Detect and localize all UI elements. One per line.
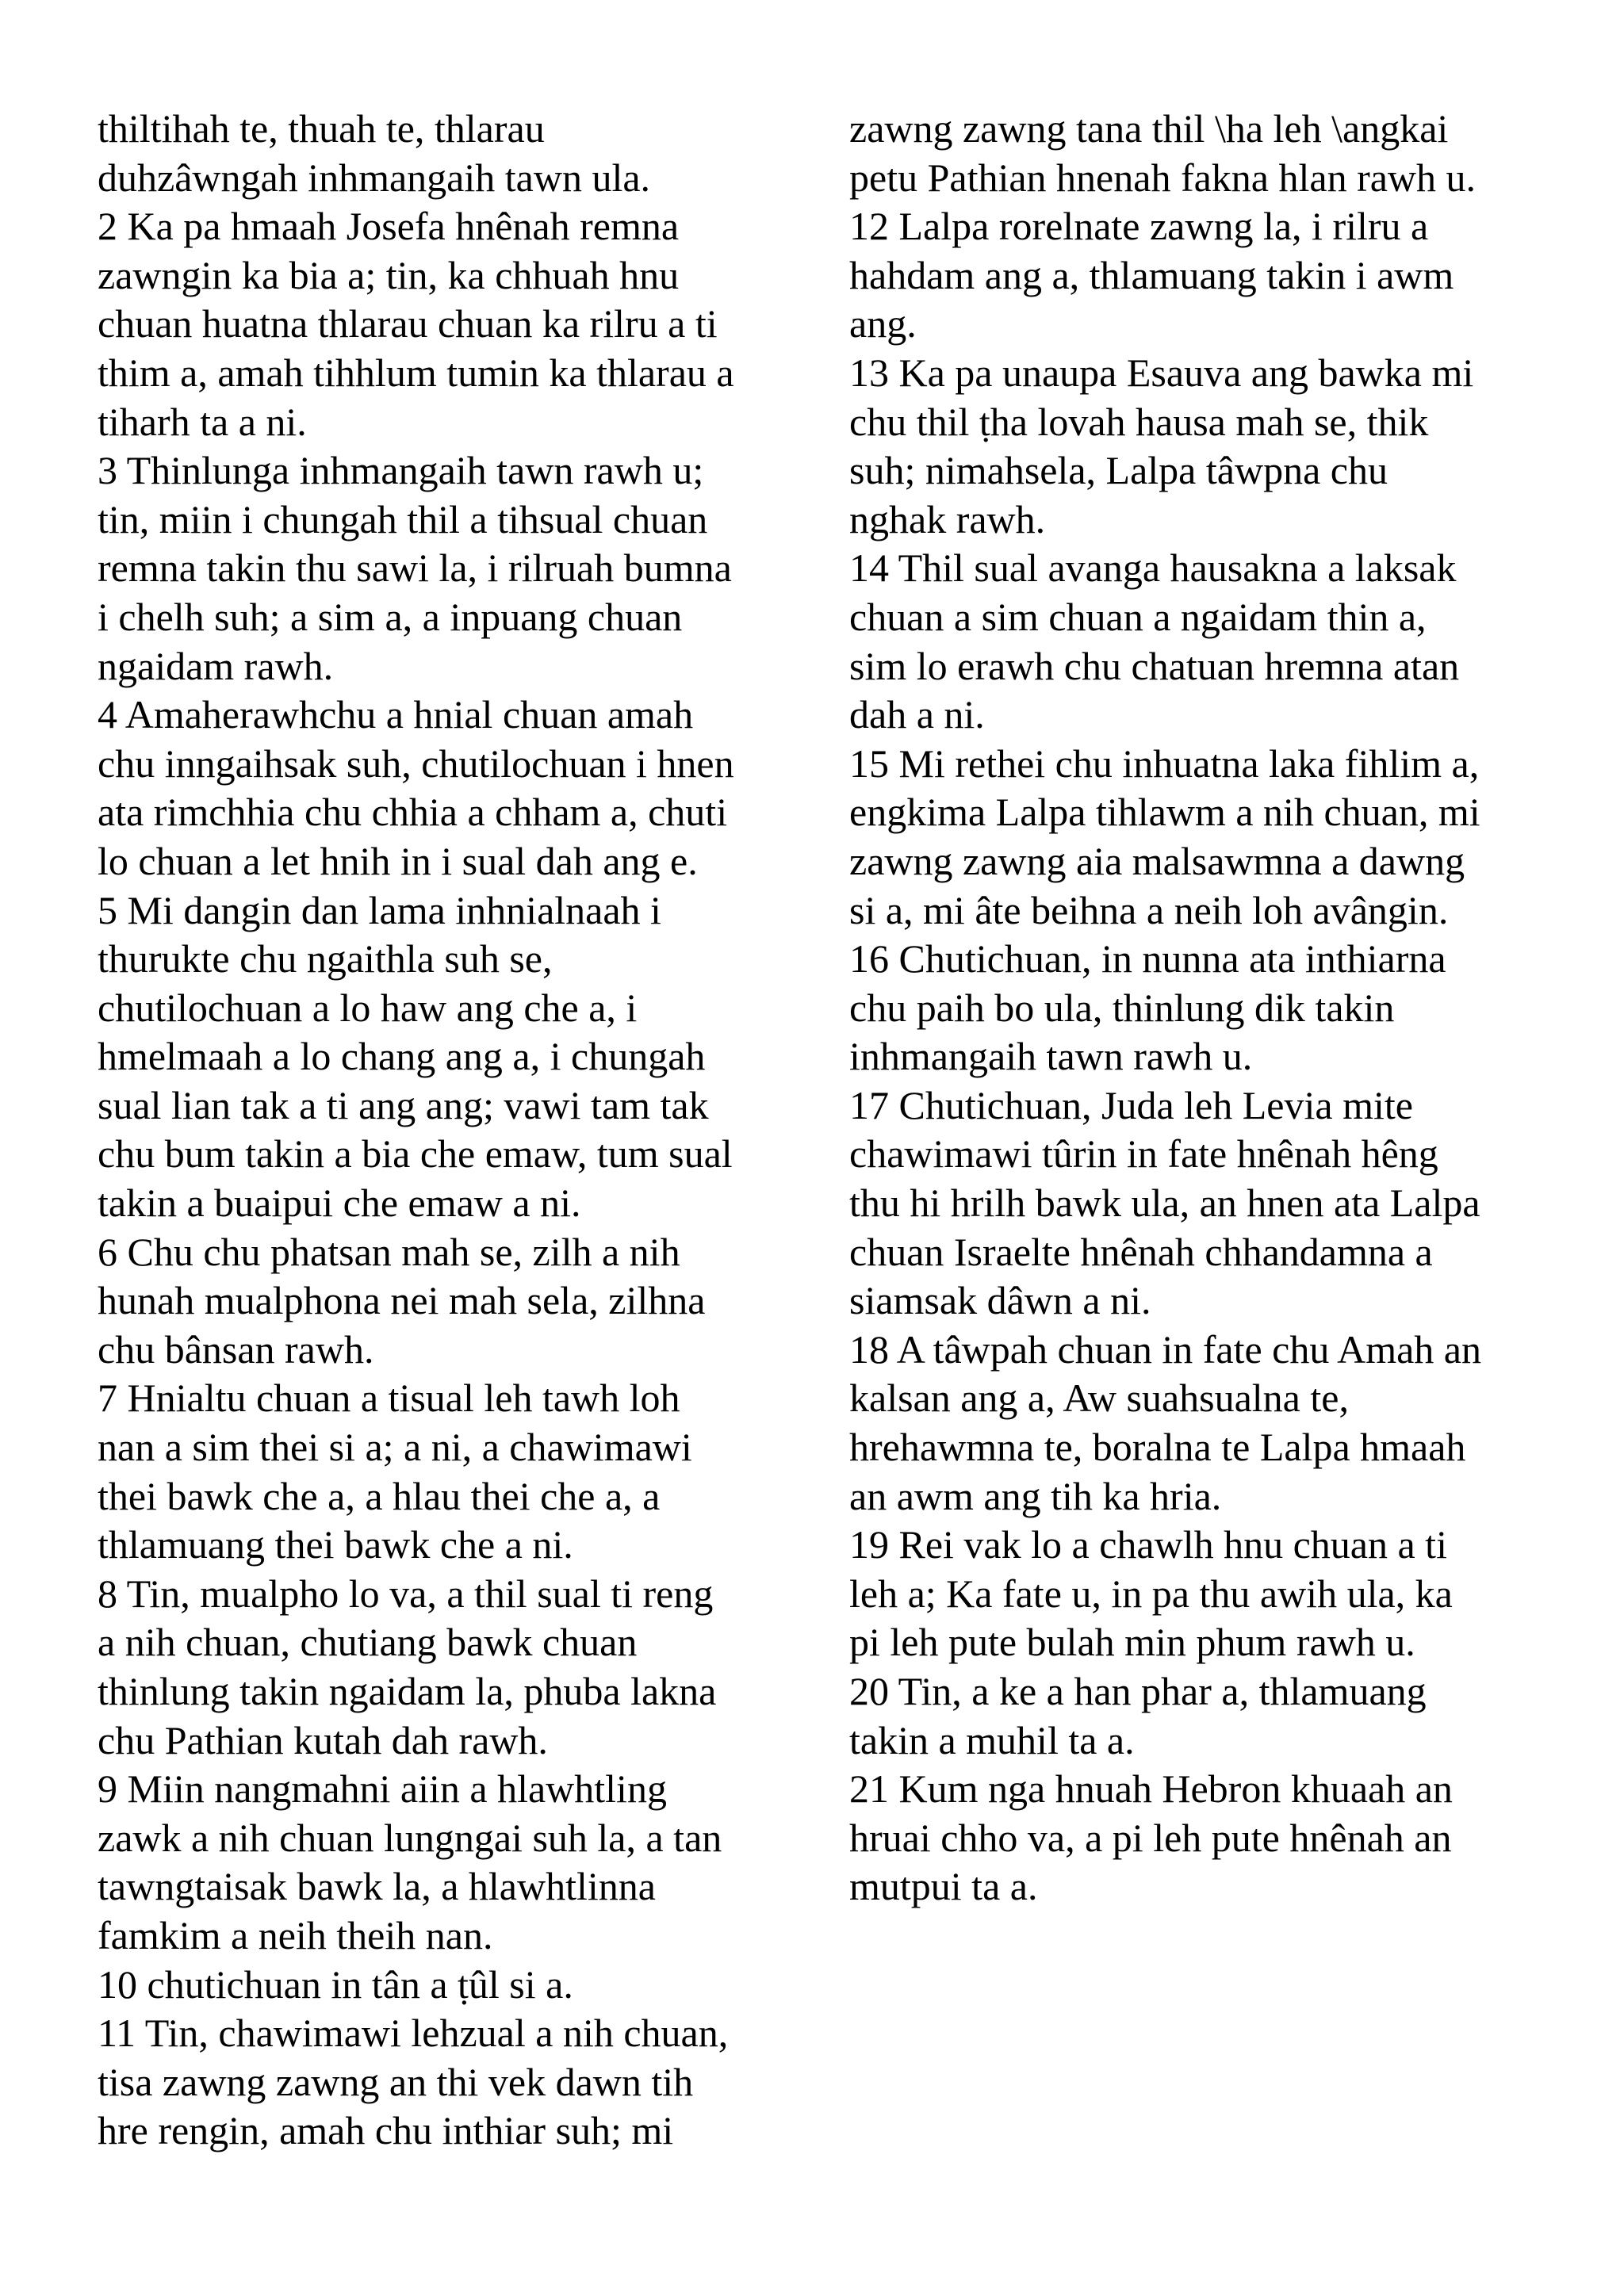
text-line: ang. [849,301,917,346]
text-line: zawng zawng aia malsawmna a dawng [849,838,1465,883]
text-line: hunah mualphona nei mah sela, zilhna [98,1278,706,1323]
text-line: leh a; Ka fate u, in pa thu awih ula, ka [849,1571,1453,1616]
text-line: petu Pathian hnenah fakna hlan rawh u. [849,155,1477,200]
text-line: dah a ni. [849,692,985,737]
text-line: 8 Tin, mualpho lo va, a thil sual ti reng [98,1571,714,1616]
text-line: 5 Mi dangin dan lama inhnialnaah i [98,887,661,932]
text-line: i chelh suh; a sim a, a inpuang chuan [98,594,683,639]
text-line: sual lian tak a ti ang ang; vawi tam tak [98,1082,709,1127]
text-line: chutilochuan a lo haw ang che a, i [98,985,638,1030]
text-line: hmelmaah a lo chang ang a, i chungah [98,1034,706,1079]
text-line: engkima Lalpa tihlawm a nih chuan, mi [849,790,1480,835]
text-line: 18 A tâwpah chuan in fate chu Amah an [849,1326,1481,1372]
text-line: chawimawi tûrin in fate hnênah hêng [849,1131,1438,1177]
text-line: 10 chutichuan in tân a ṭûl si a. [98,1961,573,2007]
text-line: 12 Lalpa rorelnate zawng la, i rilru a [849,204,1429,249]
text-line: famkim a neih theih nan. [98,1912,493,1957]
text-line: 17 Chutichuan, Juda leh Levia mite [849,1082,1413,1127]
text-line: a nih chuan, chutiang bawk chuan [98,1620,638,1665]
text-line: hruai chho va, a pi leh pute hnênah an [849,1815,1452,1860]
text-line: 16 Chutichuan, in nunna ata inthiarna [849,936,1446,982]
text-line: chu paih bo ula, thinlung dik takin [849,985,1395,1030]
text-line: zawngin ka bia a; tin, ka chhuah hnu [98,252,680,297]
text-line: duhzâwngah inhmangaih tawn ula. [98,155,651,200]
text-line: 4 Amaherawhchu a hnial chuan amah [98,692,694,737]
text-line: 7 Hnialtu chuan a tisual leh tawh loh [98,1376,680,1421]
text-line: chu Pathian kutah dah rawh. [98,1717,548,1762]
text-line: 13 Ka pa unaupa Esauva ang bawka mi [849,350,1474,395]
text-line: thurukte chu ngaithla suh se, [98,936,553,982]
text-line: inhmangaih tawn rawh u. [849,1034,1253,1079]
text-line: thiltihah te, thuah te, thlarau [98,106,545,151]
text-line: 20 Tin, a ke a han phar a, thlamuang [849,1669,1427,1713]
text-line: an awm ang tih ka hria. [849,1473,1222,1518]
text-line: 3 Thinlunga inhmangaih tawn rawh u; [98,448,704,493]
text-line: 9 Miin nangmahni aiin a hlawhtling [98,1766,667,1812]
text-line: nan a sim thei si a; a ni, a chawimawi [98,1425,692,1470]
text-line: hre rengin, amah chu inthiar suh; mi [98,2108,674,2153]
text-line: chuan huatna thlarau chuan ka rilru a ti [98,301,718,346]
text-line: 15 Mi rethei chu inhuatna laka fihlim a, [849,740,1480,786]
text-line: chu thil ṭha lovah hausa mah se, thik [849,399,1429,444]
text-line: pi leh pute bulah min phum rawh u. [849,1620,1415,1665]
text-line: tisa zawng zawng an thi vek dawn tih [98,2059,694,2104]
text-line: chu bânsan rawh. [98,1326,374,1372]
text-line: takin a muhil ta a. [849,1717,1135,1762]
text-line: 2 Ka pa hmaah Josefa hnênah remna [98,204,680,249]
text-line: 19 Rei vak lo a chawlh hnu chuan a ti [849,1522,1447,1567]
text-line: sim lo erawh chu chatuan hremna atan [849,643,1460,688]
text-line: 21 Kum nga hnuah Hebron khuaah an [849,1766,1453,1812]
right-text-column [849,105,1563,1911]
text-line: nghak rawh. [849,496,1046,541]
text-line: siamsak dâwn a ni. [849,1278,1151,1323]
text-line: remna takin thu sawi la, i rilruah bumna [98,545,732,591]
text-line: lo chuan a let hnih in i sual dah ang e. [98,838,698,883]
text-line: chu bum takin a bia che emaw, tum sual [98,1131,733,1177]
text-line: suh; nimahsela, Lalpa tâwpna chu [849,448,1388,493]
text-line: zawk a nih chuan lungngai suh la, a tan [98,1815,722,1860]
text-line: 6 Chu chu phatsan mah se, zilh a nih [98,1229,680,1274]
text-line: chuan Israelte hnênah chhandamna a [849,1229,1433,1274]
text-line: takin a buaipui che emaw a ni. [98,1181,581,1226]
text-line: zawng zawng tana thil \ha leh \angkai [849,106,1449,151]
text-line: chu inngaihsak suh, chutilochuan i hnen [98,740,734,786]
text-line: tiharh ta a ni. [98,399,307,444]
left-text-column [98,105,811,2156]
text-line: thinlung takin ngaidam la, phuba lakna [98,1669,717,1713]
text-line: si a, mi âte beihna a neih loh avângin. [849,887,1449,932]
text-line: hahdam ang a, thlamuang takin i awm [849,252,1454,297]
text-line: 14 Thil sual avanga hausakna a laksak [849,545,1457,591]
text-line: chuan a sim chuan a ngaidam thin a, [849,594,1427,639]
text-line: tawngtaisak bawk la, a hlawhtlinna [98,1864,656,1909]
text-line: thu hi hrilh bawk ula, an hnen ata Lalpa [849,1181,1480,1226]
text-line: kalsan ang a, Aw suahsualna te, [849,1376,1349,1421]
text-line: ata rimchhia chu chhia a chham a, chuti [98,790,728,835]
text-line: thei bawk che a, a hlau thei che a, a [98,1473,661,1518]
text-line: mutpui ta a. [849,1864,1038,1909]
text-line: tin, miin i chungah thil a tihsual chuan [98,496,708,541]
text-line: 11 Tin, chawimawi lehzual a nih chuan, [98,2011,729,2056]
text-line: ngaidam rawh. [98,643,334,688]
text-line: hrehawmna te, boralna te Lalpa hmaah [849,1425,1466,1470]
text-line: thlamuang thei bawk che a ni. [98,1522,573,1567]
text-line: thim a, amah tihhlum tumin ka thlarau a [98,350,734,395]
